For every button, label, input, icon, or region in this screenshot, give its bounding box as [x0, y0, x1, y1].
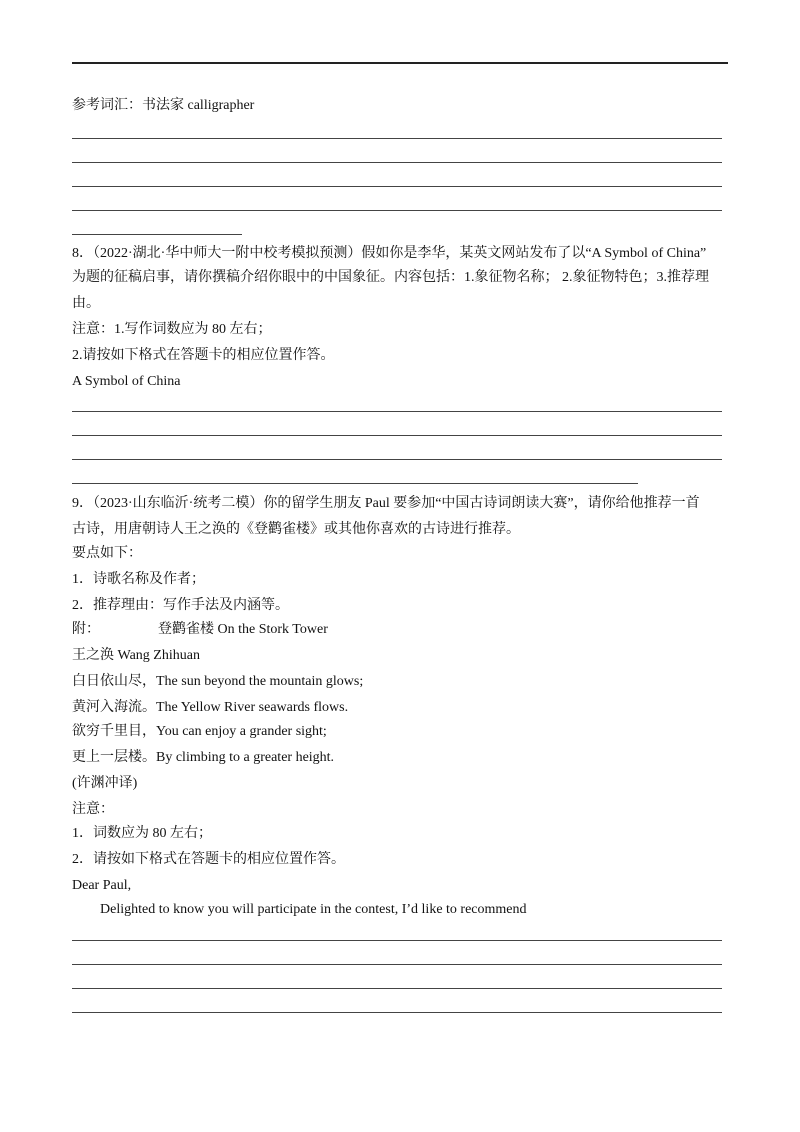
- q9-point2: 2．推荐理由：写作手法及内涵等。: [72, 598, 289, 613]
- letter-opening: Delighted to know you will participate in the contest, I’d like to recommend: [100, 902, 527, 917]
- q9-prompt-line1: 9．（2023·山东临沂·统考二模）你的留学生朋友 Paul 要参加“中国古诗词朗读大赛”，请你给他推荐一首: [72, 496, 700, 511]
- poem-verse3: 欲穷千里目，You can enjoy a grander sight;: [72, 724, 327, 739]
- answer-line: [72, 162, 722, 163]
- answer-line: [72, 138, 722, 139]
- answer-line-short: [72, 234, 242, 235]
- poem-verse4: 更上一层楼。By climbing to a greater height.: [72, 750, 335, 765]
- q9-notes-title: 注意：: [72, 802, 114, 817]
- letter-salutation: Dear Paul,: [72, 878, 132, 893]
- poem-title: 登鹳雀楼 On the Stork Tower: [158, 622, 328, 637]
- answer-line: [72, 186, 722, 187]
- q9-attach-label: 附：: [72, 622, 100, 637]
- poem-translator: (许渊冲译): [72, 776, 138, 791]
- q9-note1: 1．词数应为 80 左右；: [72, 826, 212, 841]
- q9-prompt-line2: 古诗，用唐朝诗人王之涣的《登鹳雀楼》或其他你喜欢的古诗进行推荐。: [72, 522, 520, 537]
- answer-line: [72, 988, 722, 989]
- reference-vocab: 参考词汇：书法家 calligrapher: [72, 98, 255, 113]
- poem-author: 王之涣 Wang Zhihuan: [72, 648, 200, 663]
- q8-note2: 2.请按如下格式在答题卡的相应位置作答。: [72, 348, 335, 363]
- poem-verse2: 黄河入海流。The Yellow River seawards flows.: [72, 700, 349, 715]
- q9-point1: 1．诗歌名称及作者；: [72, 572, 205, 587]
- answer-line: [72, 940, 722, 941]
- answer-line: [72, 411, 722, 412]
- answer-line: [72, 1012, 722, 1013]
- answer-line: [72, 964, 722, 965]
- q8-note1: 注意：1.写作词数应为 80 左右；: [72, 322, 272, 337]
- answer-line-short: [72, 483, 638, 484]
- poem-verse1: 白日依山尽，The sun beyond the mountain glows;: [72, 674, 364, 689]
- q8-prompt-line1: 8．（2022·湖北·华中师大一附中校考模拟预测）假如你是李华，某英文网站发布了以“A Symbol of China”: [72, 246, 707, 261]
- answer-line: [72, 435, 722, 436]
- q9-note2: 2．请按如下格式在答题卡的相应位置作答。: [72, 852, 345, 867]
- q8-prompt-line2: 为题的征稿启事，请你撰稿介绍你眼中的中国象征。内容包括：1.象征物名称； 2.象征物特色；3.推荐理: [72, 270, 709, 285]
- answer-line: [72, 210, 722, 211]
- answer-line: [72, 459, 722, 460]
- header-rule: [72, 62, 728, 64]
- q8-prompt-line3: 由。: [72, 296, 100, 311]
- q8-essay-title: A Symbol of China: [72, 374, 181, 389]
- q9-points-title: 要点如下：: [72, 546, 142, 561]
